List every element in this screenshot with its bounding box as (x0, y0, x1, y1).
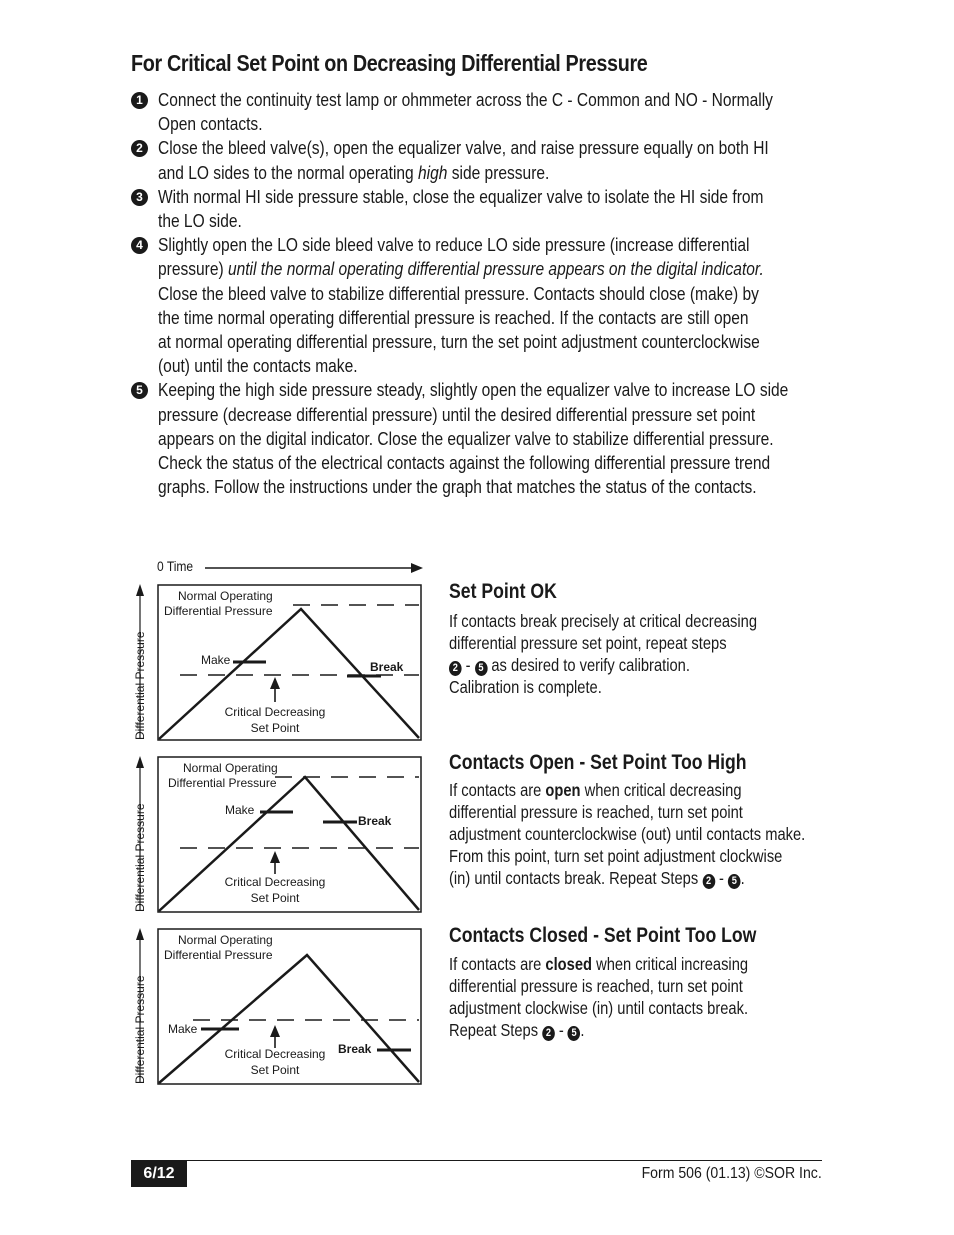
pressure-trend-line (159, 609, 419, 739)
time-label: 0 Time (157, 558, 194, 574)
section-text: If contacts are open when critical decreasing (449, 780, 742, 800)
step-number: 2 (131, 140, 148, 157)
trend-graph-set-point-ok (125, 580, 430, 740)
make-label: Make (201, 653, 231, 667)
critical-label: Critical Decreasing (224, 705, 326, 719)
y-axis-label: Differential Pressure (133, 975, 147, 1084)
critical-label: Set Point (250, 1063, 300, 1077)
procedure-steps (131, 88, 831, 499)
step-2 (131, 136, 831, 184)
normal-label: Differential Pressure (164, 604, 273, 618)
step-line: pressure) until the normal operating differential pressure appears on the digital indicator. (158, 258, 764, 280)
form-identifier: Form 506 (01.13) ©SOR Inc. (641, 1165, 822, 1182)
time-axis (157, 558, 427, 578)
set-point-arrow-icon (270, 851, 280, 874)
step-line: Slightly open the LO side bleed valve to reduce LO side pressure (increase differential (158, 234, 750, 256)
critical-label: Critical Decreasing (224, 1047, 326, 1061)
section-text: differential pressure is reached, turn set point (449, 976, 743, 996)
section-text: If contacts break precisely at critical decreasing (449, 611, 758, 631)
step-line: the LO side. (158, 210, 242, 232)
section-text: Calibration is complete. (449, 677, 602, 697)
normal-label: Differential Pressure (164, 948, 273, 962)
critical-label: Set Point (250, 721, 300, 735)
step-line: appears on the digital indicator. Close the equalizer valve to stabilize differential pressure. (158, 427, 774, 449)
step-number: 4 (131, 237, 148, 254)
page-title: For Critical Set Point on Decreasing Differential Pressure (131, 50, 648, 76)
step-5 (131, 378, 831, 499)
normal-label: Differential Pressure (168, 776, 277, 790)
break-label: Break (338, 1042, 372, 1056)
step-line: graphs. Follow the instructions under the graph that matches the status of the contacts. (158, 476, 757, 498)
y-axis-label: Differential Pressure (133, 803, 147, 912)
step-line: Close the bleed valve(s), open the equalizer valve, and raise pressure equally on both HI (158, 137, 769, 159)
step-number: 1 (131, 92, 148, 109)
critical-label: Critical Decreasing (224, 875, 326, 889)
section-text: 2 - 5 as desired to verify calibration. (449, 654, 819, 676)
section-text: From this point, turn set point adjustment clockwise (449, 846, 783, 866)
break-label: Break (358, 814, 392, 828)
step-number: 3 (131, 189, 148, 206)
y-axis-label: Differential Pressure (133, 631, 147, 740)
section-set-point-ok (449, 580, 849, 698)
section-text: Repeat Steps 2 - 5 . (449, 1020, 585, 1040)
break-label: Break (370, 660, 404, 674)
step-3 (131, 185, 831, 233)
normal-label: Normal Operating (178, 933, 273, 947)
step-line: and LO sides to the normal operating high side pressure. (158, 161, 550, 183)
step-line: the time normal operating differential pressure is reached. If the contacts are still open (158, 306, 749, 328)
section-text: adjustment counterclockwise (out) until contacts make. (449, 824, 806, 844)
step-line: Keeping the high side pressure steady, slightly open the equalizer valve to increase LO side (158, 379, 789, 401)
step-number: 5 (131, 382, 148, 399)
make-label: Make (225, 803, 255, 817)
section-text: (in) until contacts break. Repeat Steps 2 - 5 . (449, 868, 745, 888)
trend-graph-set-point-too-low (125, 924, 430, 1084)
step-line: Check the status of the electrical contacts against the following differential pressure trend (158, 452, 771, 474)
normal-label: Normal Operating (178, 589, 273, 603)
footer-rule (131, 1160, 822, 1161)
normal-label: Normal Operating (183, 761, 278, 775)
set-point-arrow-icon (270, 677, 280, 702)
step-line: Connect the continuity test lamp or ohmmeter across the C - Common and NO - Normally (158, 89, 773, 110)
step-line: pressure (decrease differential pressure) until the desired differential pressure set point (158, 403, 756, 425)
step-line: (out) until the contacts make. (158, 355, 358, 377)
step-4 (131, 233, 831, 378)
section-heading: Contacts Closed - Set Point Too Low (449, 924, 757, 947)
step-line: With normal HI side pressure stable, close the equalizer valve to isolate the HI side from (158, 185, 764, 207)
section-set-point-too-high (449, 751, 849, 889)
section-text: differential pressure is reached, turn set point (449, 802, 743, 822)
critical-label: Set Point (250, 891, 300, 905)
section-set-point-too-low (449, 924, 849, 1041)
step-1 (131, 88, 831, 136)
section-heading: Contacts Open - Set Point Too High (449, 751, 747, 774)
section-text: differential pressure set point, repeat steps (449, 633, 727, 653)
trend-graph-set-point-too-high (125, 752, 430, 912)
section-text: adjustment clockwise (in) until contacts break. (449, 998, 749, 1018)
section-text: If contacts are closed when critical increasing (449, 954, 749, 974)
section-heading: Set Point OK (449, 580, 557, 603)
page-number: 6/12 (131, 1160, 187, 1187)
time-arrow-icon (157, 558, 427, 578)
step-line: at normal operating differential pressure, turn the set point adjustment counterclockwise (158, 331, 760, 353)
step-line: Open contacts. (158, 113, 263, 135)
set-point-arrow-icon (270, 1025, 280, 1048)
make-label: Make (168, 1022, 198, 1036)
step-line: Close the bleed valve to stabilize differential pressure. Contacts should close (make) by (158, 282, 759, 304)
